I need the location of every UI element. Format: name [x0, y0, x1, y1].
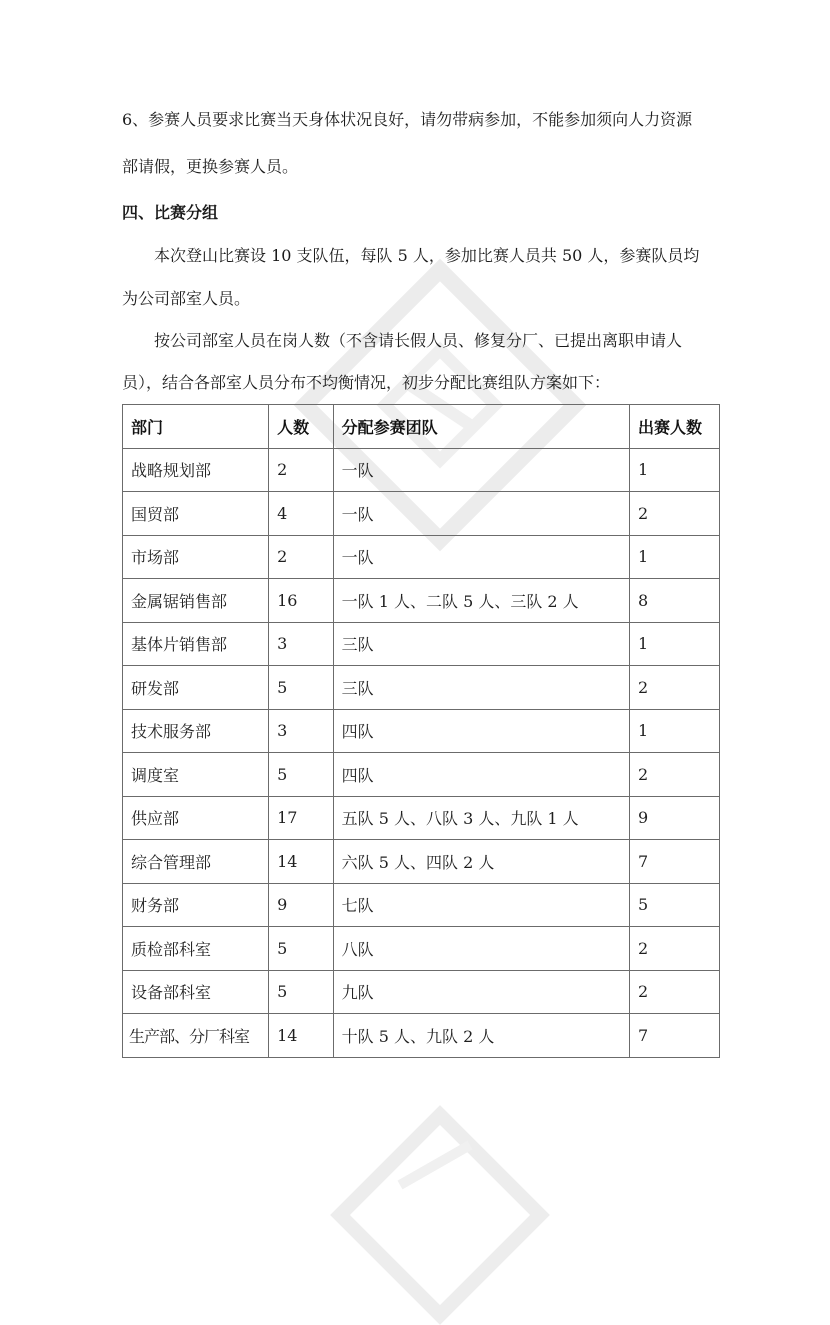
cell-participants: 2: [630, 666, 720, 710]
table-row: [123, 666, 720, 710]
header-participants: 出赛人数: [630, 405, 720, 449]
cell-headcount: 9: [269, 883, 334, 927]
cell-headcount: 17: [269, 796, 334, 840]
cell-assigned-team: 六队 5 人、四队 2 人: [333, 840, 629, 884]
cell-headcount: 4: [269, 492, 334, 536]
header-department: 部门: [123, 405, 269, 449]
cell-assigned-team: 八队: [333, 927, 629, 971]
cell-headcount: 5: [269, 753, 334, 797]
cell-headcount: 5: [269, 666, 334, 710]
table-row: [123, 970, 720, 1014]
cell-participants: 2: [630, 753, 720, 797]
cell-department: 国贸部: [123, 492, 269, 536]
cell-headcount: 2: [269, 448, 334, 492]
cell-department: 供应部: [123, 796, 269, 840]
cell-participants: 2: [630, 927, 720, 971]
cell-headcount: 14: [269, 840, 334, 884]
table-row: [123, 622, 720, 666]
cell-participants: 5: [630, 883, 720, 927]
cell-assigned-team: 十队 5 人、九队 2 人: [333, 1014, 629, 1058]
cell-assigned-team: 一队 1 人、二队 5 人、三队 2 人: [333, 579, 629, 623]
cell-participants: 9: [630, 796, 720, 840]
cell-assigned-team: 七队: [333, 883, 629, 927]
cell-assigned-team: 四队: [333, 753, 629, 797]
table-row: [123, 579, 720, 623]
cell-assigned-team: 三队: [333, 622, 629, 666]
cell-participants: 7: [630, 840, 720, 884]
table-header-row: [123, 405, 720, 449]
paragraph-rule-6-line-1: 6、参赛人员要求比赛当天身体状况良好，请勿带病参加，不能参加须向人力资源: [122, 110, 693, 129]
table-row: [123, 927, 720, 971]
cell-headcount: 3: [269, 709, 334, 753]
cell-headcount: 14: [269, 1014, 334, 1058]
cell-headcount: 16: [269, 579, 334, 623]
paragraph-rule-6-line-2: 部请假，更换参赛人员。: [122, 157, 299, 176]
cell-headcount: 5: [269, 970, 334, 1014]
cell-department: 基体片销售部: [123, 622, 269, 666]
cell-participants: 8: [630, 579, 720, 623]
table-row: [123, 840, 720, 884]
cell-department: 战略规划部: [123, 448, 269, 492]
cell-assigned-team: 三队: [333, 666, 629, 710]
cell-department: 质检部科室: [123, 927, 269, 971]
cell-headcount: 5: [269, 927, 334, 971]
cell-headcount: 2: [269, 535, 334, 579]
cell-assigned-team: 一队: [333, 492, 629, 536]
cell-department: 调度室: [123, 753, 269, 797]
cell-department: 设备部科室: [123, 970, 269, 1014]
cell-assigned-team: 九队: [333, 970, 629, 1014]
table-row: [123, 448, 720, 492]
cell-participants: 1: [630, 709, 720, 753]
intro-paragraph-1-line-1: 本次登山比赛设 10 支队伍，每队 5 人，参加比赛人员共 50 人，参赛队员均: [154, 246, 700, 265]
cell-department: 技术服务部: [123, 709, 269, 753]
cell-department: 综合管理部: [123, 840, 269, 884]
cell-assigned-team: 一队: [333, 448, 629, 492]
section-heading: 四、比赛分组: [122, 203, 219, 222]
cell-department: 市场部: [123, 535, 269, 579]
cell-headcount: 3: [269, 622, 334, 666]
cell-department: 生产部、分厂科室: [123, 1014, 269, 1058]
header-headcount: 人数: [269, 405, 334, 449]
cell-department: 金属锯销售部: [123, 579, 269, 623]
intro-paragraph-2-line-1: 按公司部室人员在岗人数（不含请长假人员、修复分厂、已提出离职申请人: [154, 331, 683, 350]
table-row: [123, 492, 720, 536]
intro-paragraph-1-line-2: 为公司部室人员。: [122, 289, 251, 308]
cell-department: 财务部: [123, 883, 269, 927]
cell-participants: 2: [630, 492, 720, 536]
cell-participants: 1: [630, 622, 720, 666]
cell-participants: 7: [630, 1014, 720, 1058]
table-row: [123, 709, 720, 753]
cell-assigned-team: 一队: [333, 535, 629, 579]
header-assigned-team: 分配参赛团队: [333, 405, 629, 449]
cell-participants: 1: [630, 535, 720, 579]
table-row: [123, 883, 720, 927]
intro-paragraph-2-line-2: 员），结合各部室人员分布不均衡情况，初步分配比赛组队方案如下：: [122, 373, 611, 392]
cell-assigned-team: 四队: [333, 709, 629, 753]
table-row: [123, 796, 720, 840]
cell-assigned-team: 五队 5 人、八队 3 人、九队 1 人: [333, 796, 629, 840]
cell-department: 研发部: [123, 666, 269, 710]
cell-participants: 1: [630, 448, 720, 492]
team-allocation-table: [122, 404, 720, 1058]
cell-participants: 2: [630, 970, 720, 1014]
table-row: [123, 1014, 720, 1058]
table-row: [123, 753, 720, 797]
table-row: [123, 535, 720, 579]
